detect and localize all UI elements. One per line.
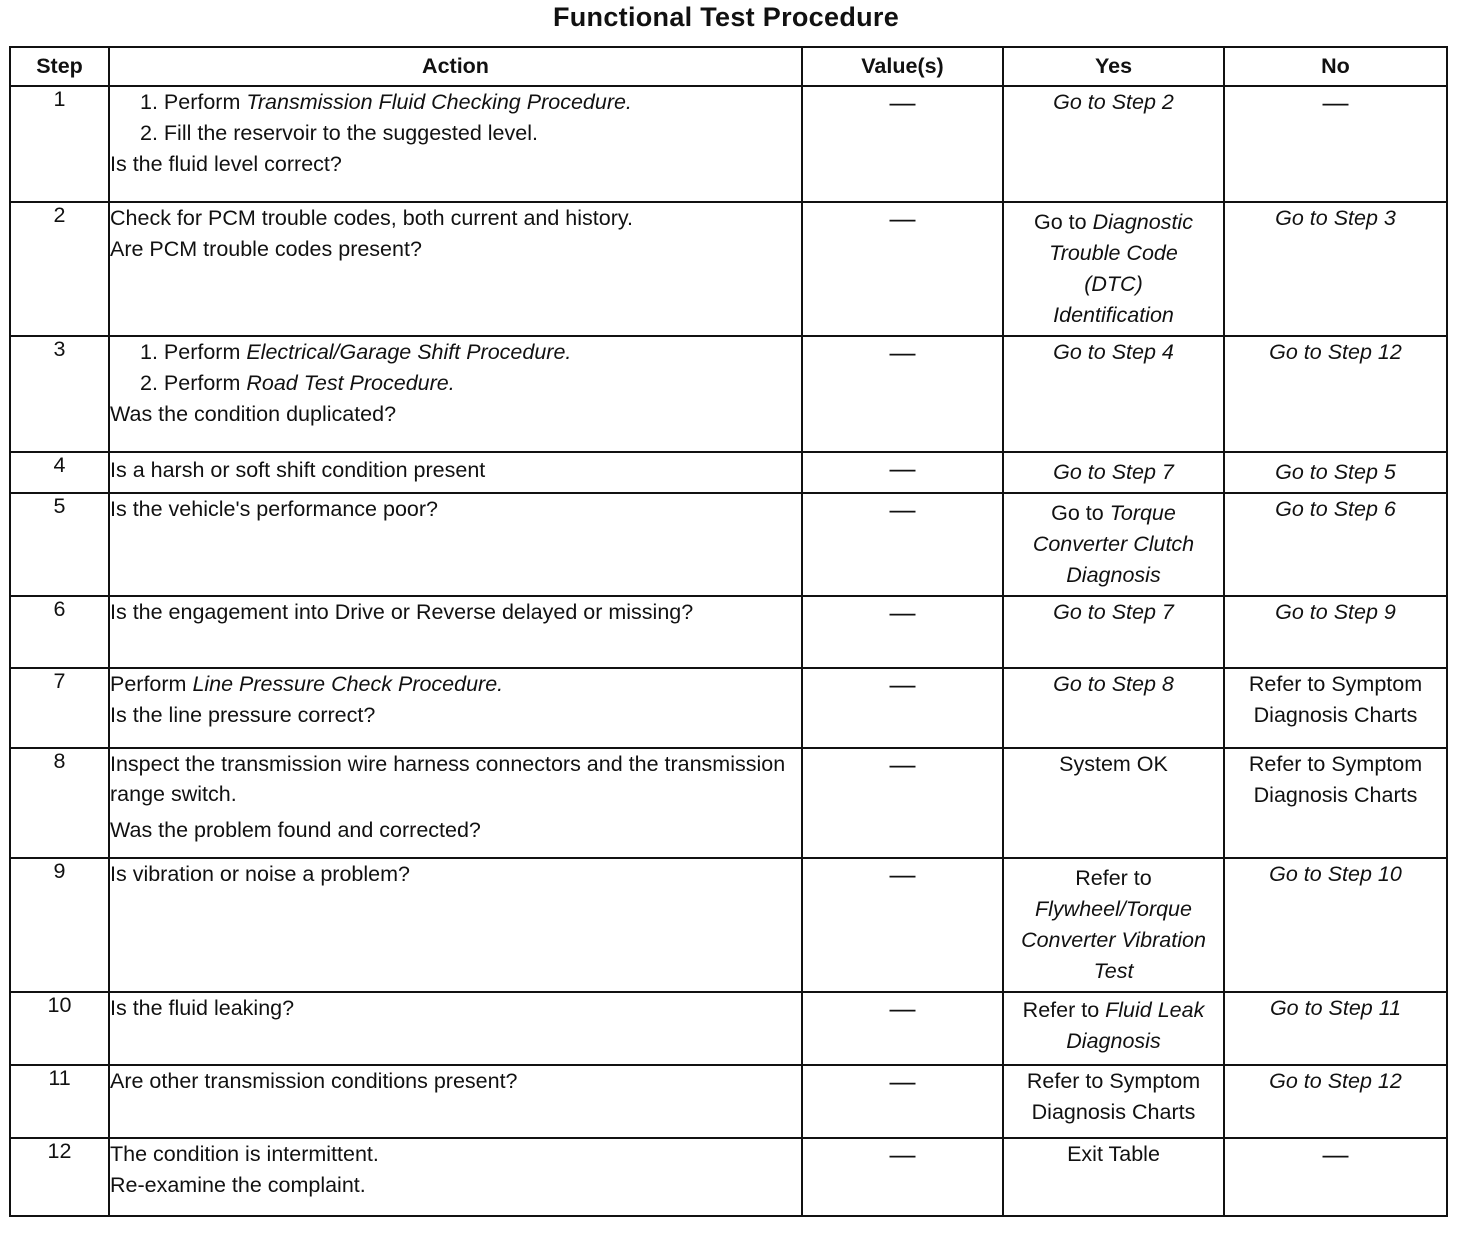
table-row bbox=[10, 336, 1447, 452]
value-cell: — bbox=[802, 86, 1003, 202]
value-cell: — bbox=[802, 1138, 1003, 1216]
action-cell bbox=[109, 668, 802, 748]
action-cell bbox=[109, 992, 802, 1065]
table-row bbox=[10, 493, 1447, 596]
header-yes: Yes bbox=[1003, 47, 1224, 86]
value-cell: — bbox=[802, 202, 1003, 336]
table-row bbox=[10, 748, 1447, 858]
table-row bbox=[10, 858, 1447, 992]
yes-cell: System OK bbox=[1003, 748, 1224, 858]
action-question: Was the problem found and corrected? bbox=[110, 818, 481, 842]
no-cell: Go to Step 3 bbox=[1224, 202, 1447, 336]
action-cell bbox=[109, 748, 802, 858]
no-cell: Go to Step 5 bbox=[1224, 452, 1447, 493]
value-cell: — bbox=[802, 668, 1003, 748]
no-cell: — bbox=[1224, 86, 1447, 202]
table-row bbox=[10, 992, 1447, 1065]
action-cell bbox=[109, 1065, 802, 1138]
header-row bbox=[10, 47, 1447, 86]
no-cell: Go to Step 10 bbox=[1224, 858, 1447, 992]
value-cell: — bbox=[802, 336, 1003, 452]
action-question: Is the fluid level correct? bbox=[110, 152, 342, 176]
table-row bbox=[10, 86, 1447, 202]
step-number: 7 bbox=[10, 668, 109, 748]
step-number: 4 bbox=[10, 452, 109, 493]
action-cell bbox=[109, 202, 802, 336]
action-question: Was the condition duplicated? bbox=[110, 402, 397, 426]
step-number: 12 bbox=[10, 1138, 109, 1216]
action-line: 1. Perform Electrical/Garage Shift Procedure. bbox=[140, 340, 572, 364]
step-number: 8 bbox=[10, 748, 109, 858]
action-line: Perform Line Pressure Check Procedure. bbox=[110, 672, 504, 696]
value-cell: — bbox=[802, 493, 1003, 596]
value-cell: — bbox=[802, 1065, 1003, 1138]
action-question: Are other transmission conditions present? bbox=[110, 1069, 518, 1093]
value-cell: — bbox=[802, 748, 1003, 858]
step-number: 2 bbox=[10, 202, 109, 336]
step-number: 1 bbox=[10, 86, 109, 202]
table-row bbox=[10, 1065, 1447, 1138]
yes-cell: Go to Step 7 bbox=[1003, 452, 1224, 493]
action-line: 1. Perform Transmission Fluid Checking Procedure. bbox=[140, 90, 632, 114]
no-cell: Go to Step 9 bbox=[1224, 596, 1447, 668]
no-cell: Refer to Symptom Diagnosis Charts bbox=[1224, 668, 1447, 748]
action-line: Check for PCM trouble codes, both current and history. bbox=[110, 206, 634, 230]
no-cell: Go to Step 6 bbox=[1224, 493, 1447, 596]
yes-cell: Go to Step 4 bbox=[1003, 336, 1224, 452]
action-cell bbox=[109, 336, 802, 452]
yes-cell: Exit Table bbox=[1003, 1138, 1224, 1216]
yes-cell: Refer to Fluid Leak Diagnosis bbox=[1003, 992, 1224, 1065]
yes-cell: Go to Step 2 bbox=[1003, 86, 1224, 202]
header-values: Value(s) bbox=[802, 47, 1003, 86]
action-question: Are PCM trouble codes present? bbox=[110, 237, 422, 261]
yes-cell: Go to Step 7 bbox=[1003, 596, 1224, 668]
table-row bbox=[10, 668, 1447, 748]
action-line: 2. Perform Road Test Procedure. bbox=[140, 371, 455, 395]
page-title: Functional Test Procedure bbox=[552, 2, 900, 32]
step-number: 5 bbox=[10, 493, 109, 596]
step-number: 11 bbox=[10, 1065, 109, 1138]
step-number: 3 bbox=[10, 336, 109, 452]
step-number: 6 bbox=[10, 596, 109, 668]
value-cell: — bbox=[802, 596, 1003, 668]
yes-cell: Refer to Symptom Diagnosis Charts bbox=[1003, 1065, 1224, 1138]
action-question: Re-examine the complaint. bbox=[110, 1173, 366, 1197]
procedure-table bbox=[9, 46, 1448, 1217]
no-cell: Go to Step 12 bbox=[1224, 336, 1447, 452]
action-question: Is the engagement into Drive or Reverse delayed or missing? bbox=[110, 600, 694, 624]
yes-cell: Go to Diagnostic Trouble Code (DTC) Identification bbox=[1003, 202, 1224, 336]
action-cell bbox=[109, 1138, 802, 1216]
value-cell: — bbox=[802, 452, 1003, 493]
header-no: No bbox=[1224, 47, 1447, 86]
value-cell: — bbox=[802, 858, 1003, 992]
yes-cell: Go to Step 8 bbox=[1003, 668, 1224, 748]
step-number: 10 bbox=[10, 992, 109, 1065]
no-cell: Go to Step 11 bbox=[1224, 992, 1447, 1065]
action-question: Is vibration or noise a problem? bbox=[110, 862, 410, 886]
step-number: 9 bbox=[10, 858, 109, 992]
table-row bbox=[10, 452, 1447, 493]
no-cell: Go to Step 12 bbox=[1224, 1065, 1447, 1138]
action-line: The condition is intermittent. bbox=[110, 1142, 379, 1166]
action-cell bbox=[109, 493, 802, 596]
action-question: Is the fluid leaking? bbox=[110, 996, 295, 1020]
header-action: Action bbox=[109, 47, 802, 86]
action-line: Inspect the transmission wire harness connectors and the transmission range switch. bbox=[110, 752, 786, 806]
action-line: 2. Fill the reservoir to the suggested level. bbox=[140, 121, 538, 145]
action-question: Is a harsh or soft shift condition present bbox=[110, 458, 486, 482]
no-cell: Refer to Symptom Diagnosis Charts bbox=[1224, 748, 1447, 858]
value-cell: — bbox=[802, 992, 1003, 1065]
header-step: Step bbox=[10, 47, 109, 86]
table-row bbox=[10, 202, 1447, 336]
table-row bbox=[10, 596, 1447, 668]
table-row bbox=[10, 1138, 1447, 1216]
action-cell bbox=[109, 452, 802, 493]
action-cell bbox=[109, 86, 802, 202]
action-cell bbox=[109, 596, 802, 668]
action-question: Is the line pressure correct? bbox=[110, 703, 376, 727]
no-cell: — bbox=[1224, 1138, 1447, 1216]
yes-cell: Go to Torque Converter Clutch Diagnosis bbox=[1003, 493, 1224, 596]
yes-cell: Refer to Flywheel/Torque Converter Vibration Test bbox=[1003, 858, 1224, 992]
action-question: Is the vehicle's performance poor? bbox=[110, 497, 438, 521]
action-cell bbox=[109, 858, 802, 992]
